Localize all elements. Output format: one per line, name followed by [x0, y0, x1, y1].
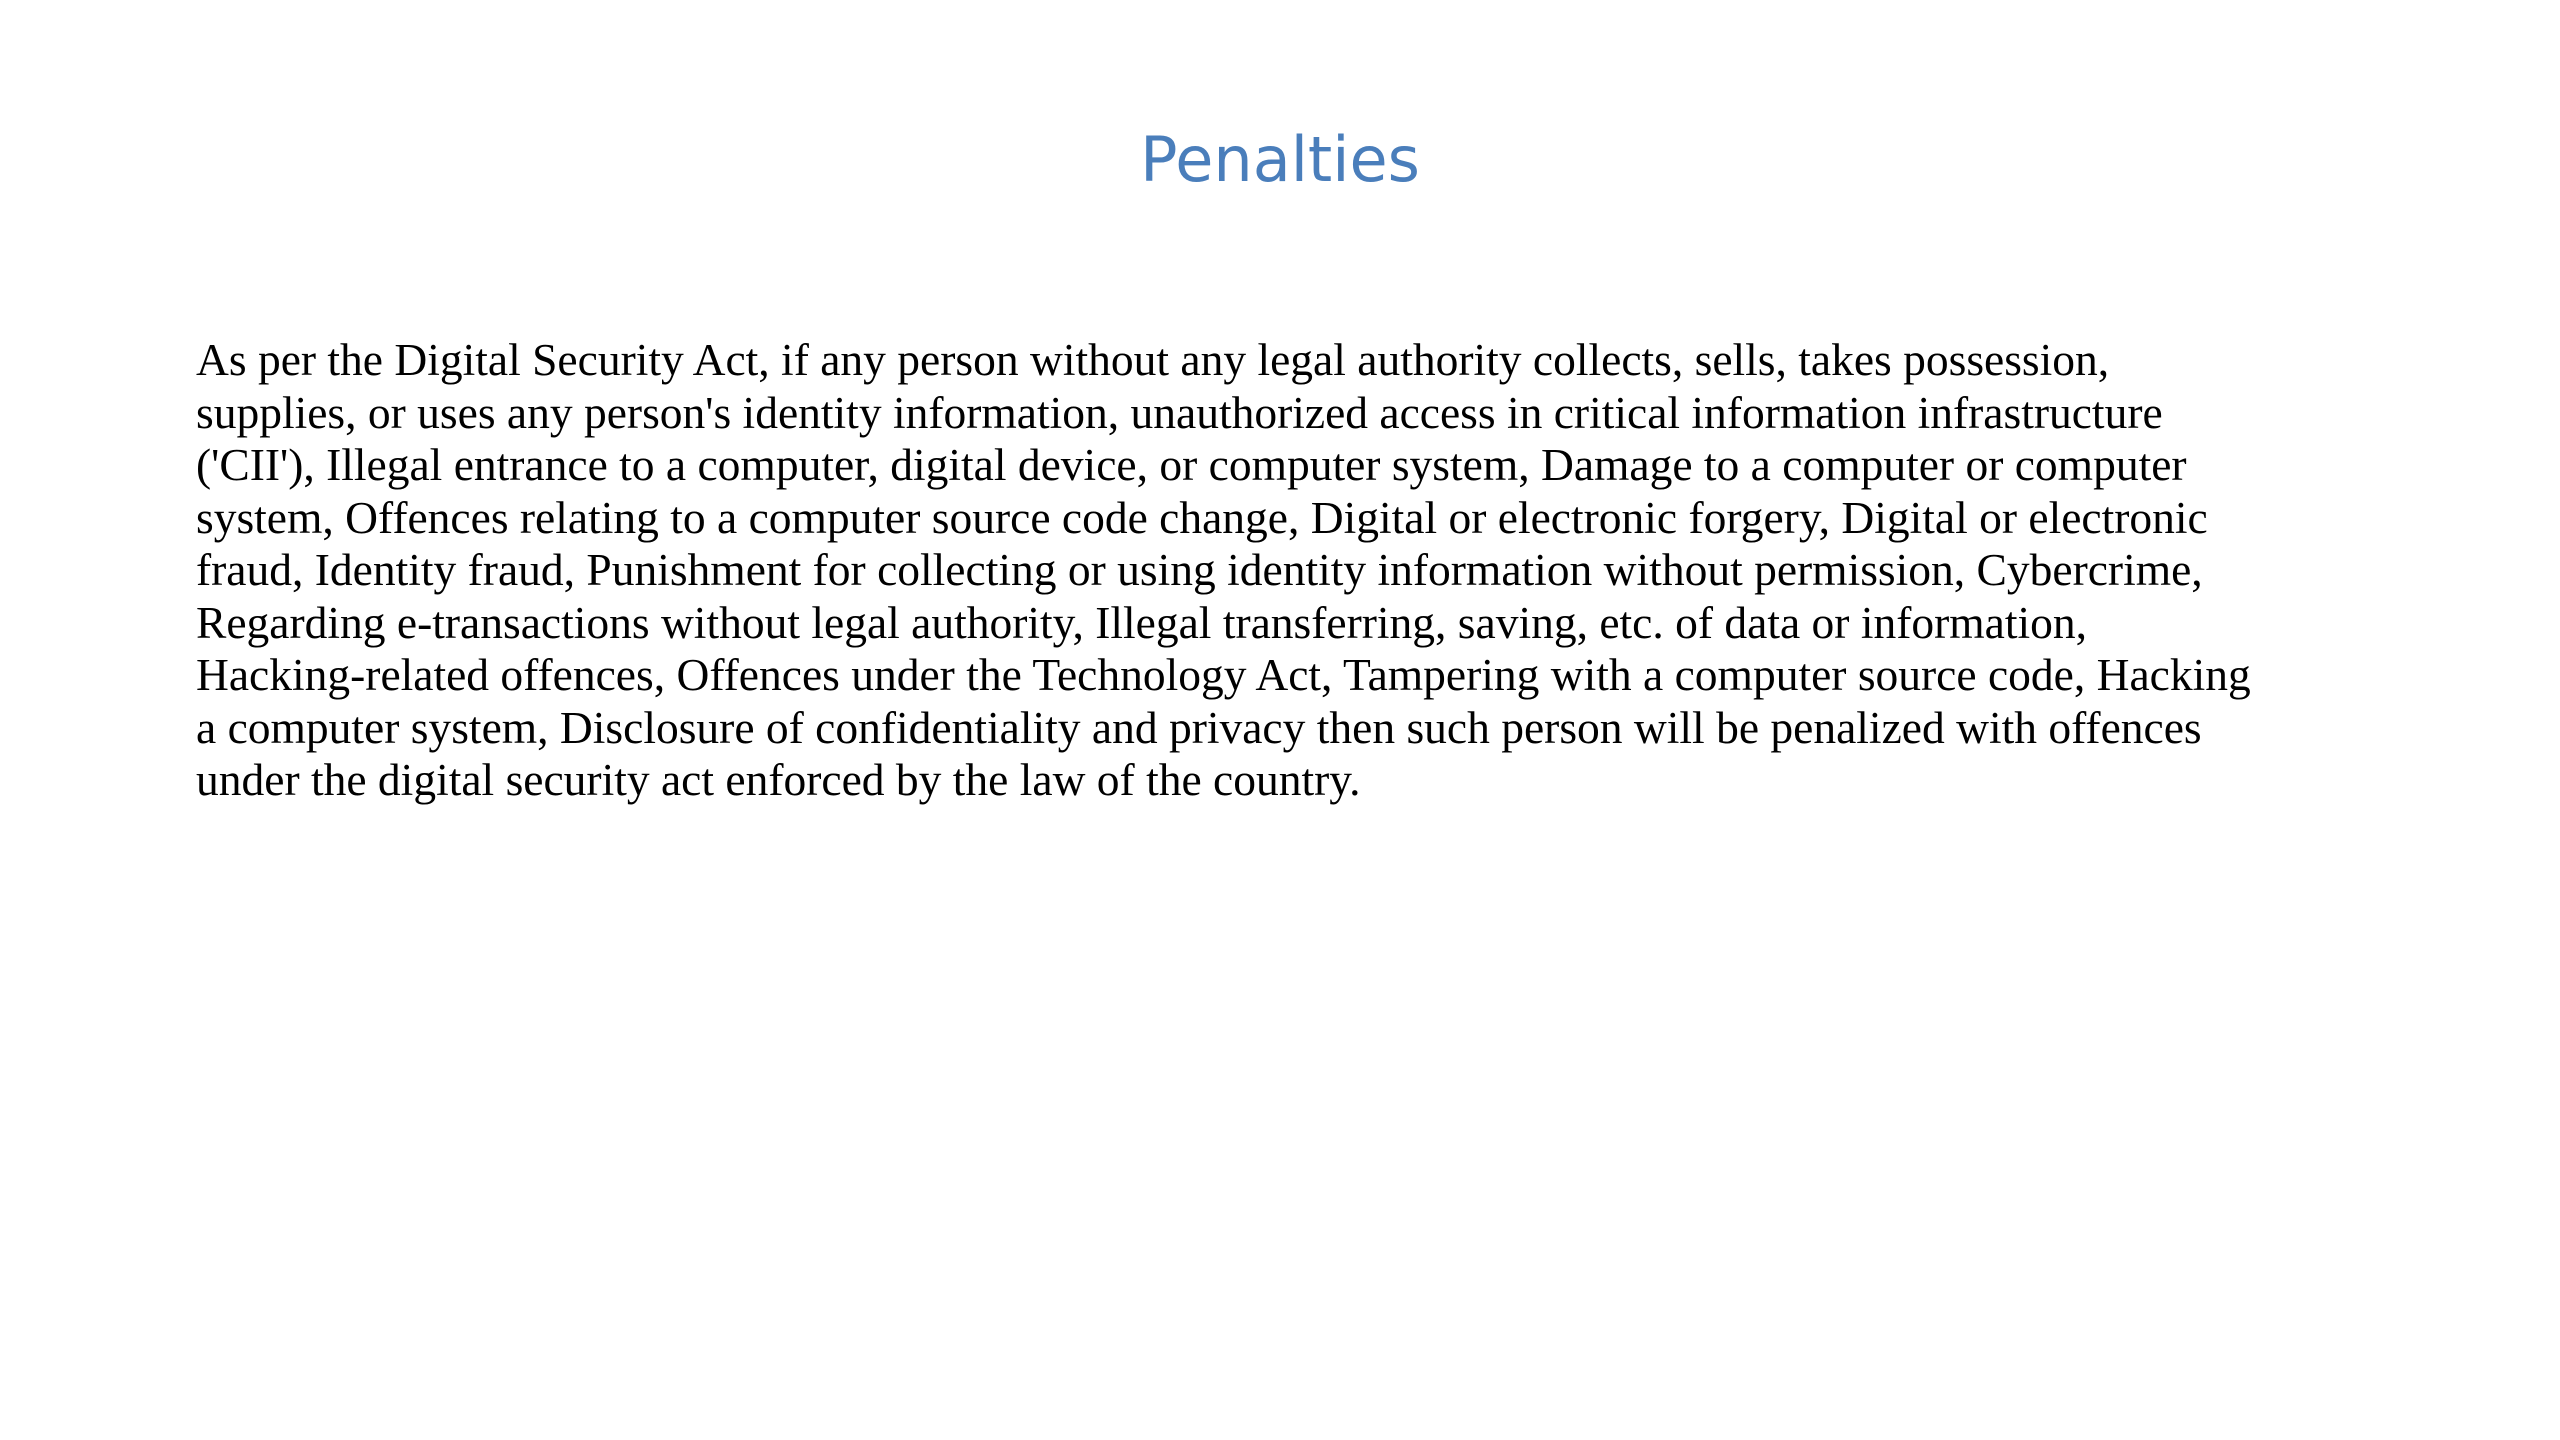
body-line: system, Offences relating to a computer source code change, Digital or electronic forgery, Digital or electronic — [196, 491, 2208, 543]
body-line: As per the Digital Security Act, if any person without any legal authority collects, sells, takes possession, — [196, 334, 2110, 385]
body-line: a computer system, Disclosure of confidentiality and privacy then such person will be penalized with offences — [196, 701, 2202, 753]
body-line: under the digital security act enforced by the law of the country. — [196, 754, 1361, 805]
body-line: supplies, or uses any person's identity information, unauthorized access in critical information infrastructure — [196, 386, 2163, 438]
body-line: fraud, Identity fraud, Punishment for collecting or using identity information without permission, Cybercrime, — [196, 544, 2203, 595]
body-line: ('CII'), Illegal entrance to a computer, digital device, or computer system, Damage to a computer or computer — [196, 439, 2187, 490]
body-line: Hacking-related offences, Offences under the Technology Act, Tampering with a computer source code, Hacking — [196, 649, 2251, 700]
body-line: Regarding e-transactions without legal authority, Illegal transferring, saving, etc. of data or information, — [196, 596, 2088, 648]
slide-body-paragraph — [196, 334, 2400, 807]
slide-title: Penalties — [1140, 123, 1420, 196]
